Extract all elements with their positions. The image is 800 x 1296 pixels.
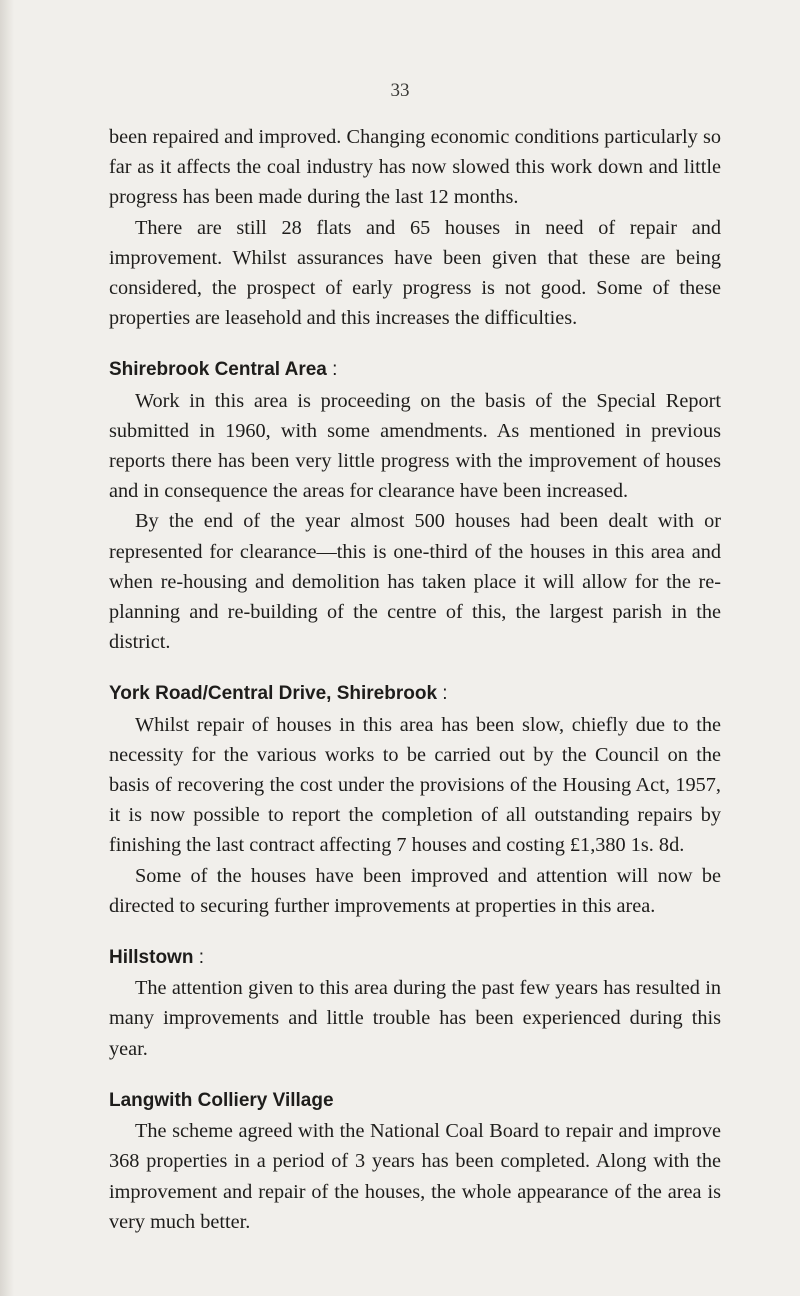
paragraph-special-report: Work in this area is proceeding on the basis of the Special Report submitted in 1960, with some amendments. As mentioned in previous reports there has been very little progress with the improvement of houses and in consequence the areas for clearance have been increased.	[109, 389, 721, 503]
heading-text: Shirebrook Central Area	[109, 359, 327, 381]
document-body	[109, 122, 721, 1237]
paragraph-clearance: By the end of the year almost 500 houses had been dealt with or represented for clearance—this is one-third of the houses in this area and when re-housing and demolition has taken place it will allow for the re-planning and re-building of the centre of this, the largest parish in the district.	[109, 510, 721, 654]
heading-text: Hillstown	[109, 947, 194, 969]
heading-text: Langwith Colliery Village	[109, 1089, 334, 1111]
heading-text: York Road/Central Drive, Shirebrook	[109, 683, 438, 705]
paragraph-continued: been repaired and improved. Changing economic conditions particularly so far as it affects the coal industry has now slowed this work down and little progress has been made during the last 12 months.	[109, 126, 721, 209]
heading-suffix: :	[326, 359, 338, 381]
paragraph-repairs-completion: Whilst repair of houses in this area has been slow, chiefly due to the necessity for the various works to be carried out by the Council on the basis of recovering the cost under the provisions of the Housing Act, 1957, it is now possible to report the completion of all outstanding repairs by finishing the last contract affecting 7 houses and costing £1,380 1s. 8d.	[109, 713, 721, 857]
section-heading-langwith	[109, 1086, 721, 1116]
section-heading-york-road	[109, 679, 721, 709]
page-number: 33	[390, 80, 410, 101]
paragraph-langwith: The scheme agreed with the National Coal Board to repair and improve 368 properties in a period of 3 years has been completed. Along with the improvement and repair of the houses, the whole appearance of the area is very much better.	[109, 1120, 721, 1233]
section-heading-shirebrook-central	[109, 355, 721, 385]
heading-suffix: :	[437, 683, 448, 705]
paragraph-flats-houses: There are still 28 flats and 65 houses in need of repair and improvement. Whilst assurances have been given that these are being considered, the prospect of early progress is not good. Some of these properties are leasehold and this increases the difficulties.	[109, 216, 721, 330]
paragraph-further-improvements: Some of the houses have been improved and attention will now be directed to securing further improvements at properties in this area.	[109, 864, 721, 917]
page-edge-shadow	[0, 0, 14, 1296]
heading-suffix: :	[193, 947, 205, 969]
section-heading-hillstown	[109, 943, 721, 973]
paragraph-hillstown: The attention given to this area during the past few years has resulted in many improvements and little trouble has been experienced during this year.	[109, 977, 721, 1060]
